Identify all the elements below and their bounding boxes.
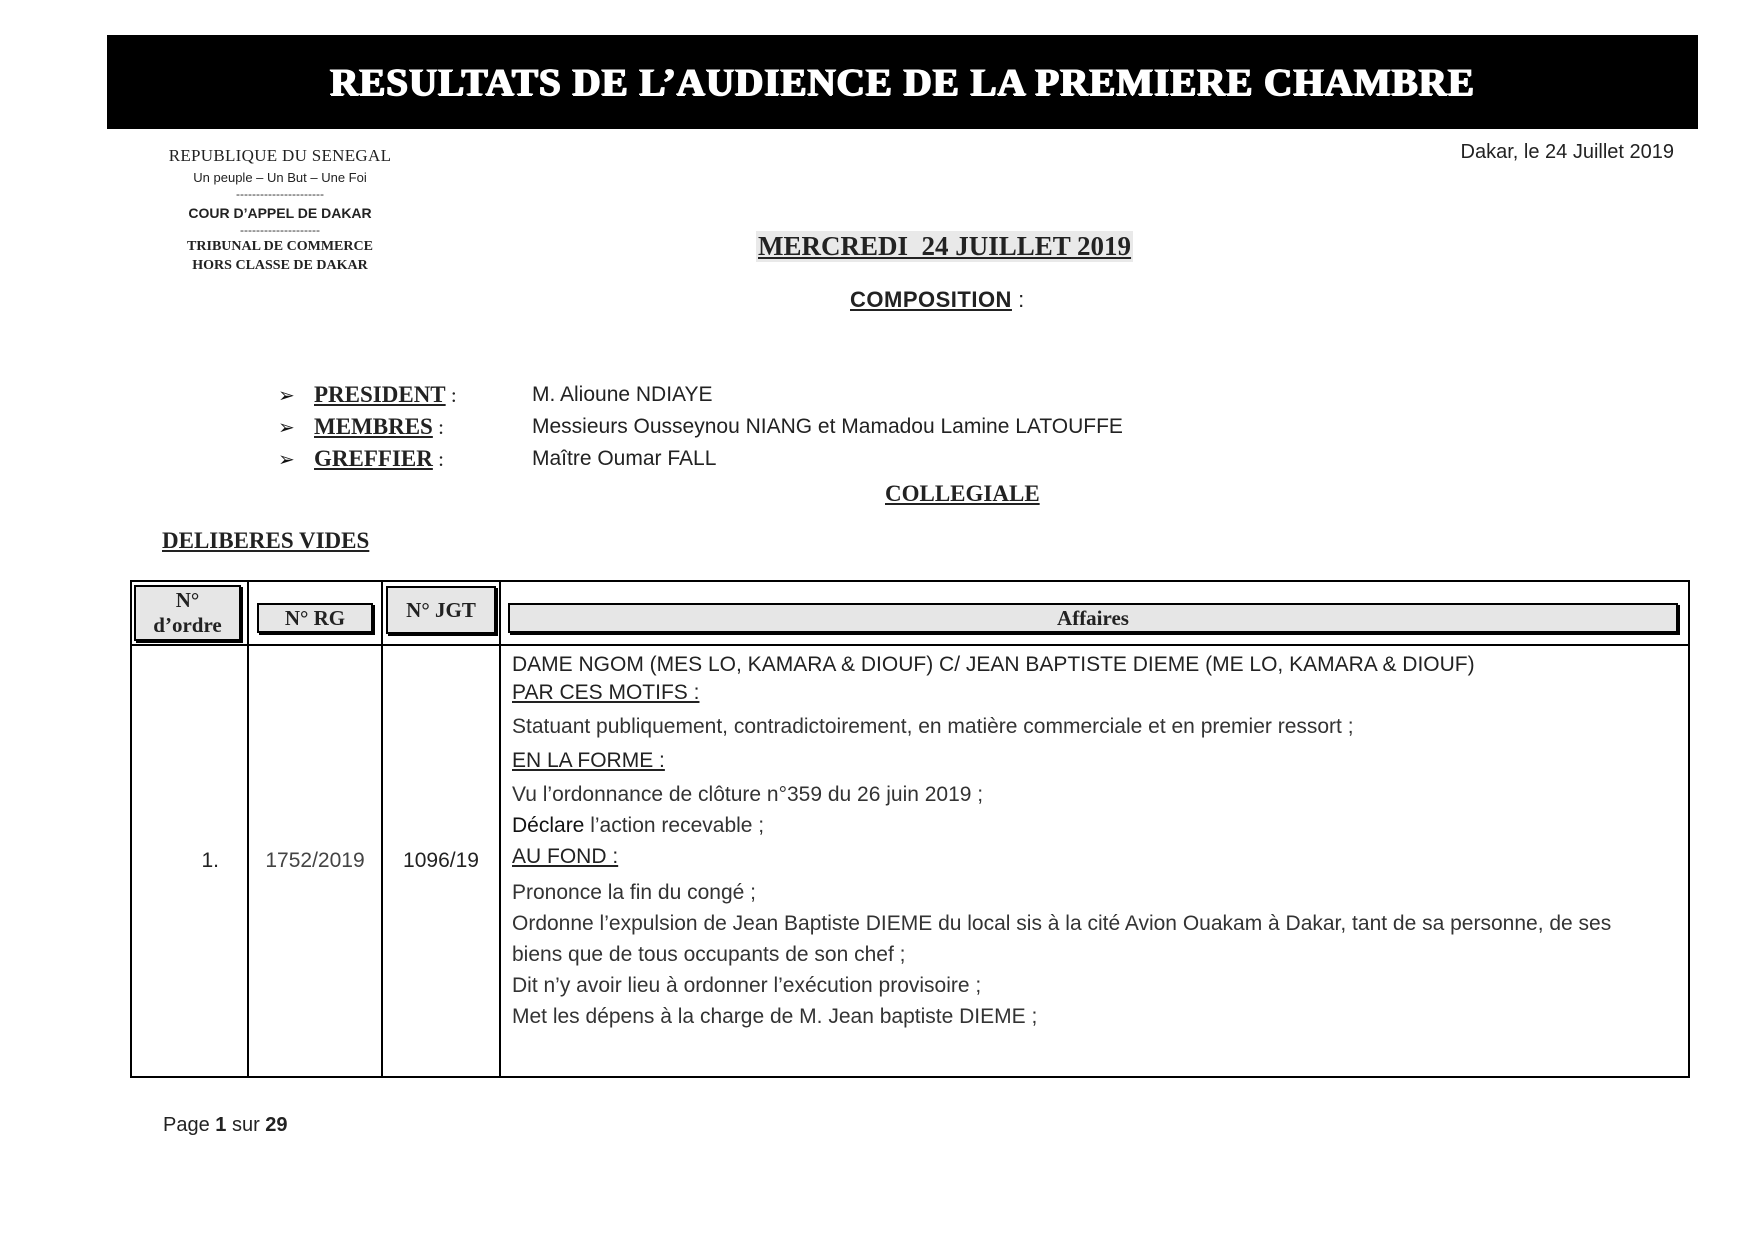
decision-line: Ordonne l’expulsion de Jean Baptiste DIEME du local sis à la cité Avion Ouakam à Dakar, tant de sa personne, de ses (512, 912, 1612, 935)
fond-heading: AU FOND : (512, 845, 619, 868)
section-title: DELIBERES VIDES (162, 528, 370, 553)
header-jgt (382, 581, 500, 645)
composition-person: M. Alioune NDIAYE (532, 383, 713, 406)
letterhead-motto: Un peuple – Un But – Une Foi (193, 170, 367, 185)
page-current: 1 (215, 1114, 227, 1136)
date-line: Dakar, le 24 Juillet 2019 (1460, 141, 1674, 163)
composition-person: Maître Oumar FALL (532, 447, 717, 470)
composition-role: PRESIDENT : (314, 382, 457, 407)
hearing-date: MERCREDI 24 JUILLET 2019 (758, 231, 1132, 261)
declare-text (512, 810, 1678, 841)
header-jgt-label: N° JGT (386, 586, 496, 634)
header-rg (248, 581, 382, 645)
header-ordre-line2: d’ordre (153, 613, 222, 637)
letterhead-separator: -------------------- (240, 223, 320, 237)
composition-row-president (278, 380, 713, 410)
header-ordre (131, 581, 248, 645)
decision-line: Met les dépens à la charge de M. Jean baptiste DIEME ; (512, 1005, 1038, 1028)
decision-line: Dit n’y avoir lieu à ordonner l’exécution provisoire ; (512, 974, 982, 997)
decision-line: biens que de tous occupants de son chef ; (512, 943, 906, 966)
composition-heading (850, 287, 1024, 313)
composition-row-membres (278, 412, 1123, 442)
header-rg-label: N° RG (257, 603, 373, 633)
page-word: Page (163, 1114, 216, 1136)
composition-role: MEMBRES : (314, 414, 444, 439)
header-affaires-label: Affaires (508, 603, 1678, 633)
results-table (130, 580, 1690, 1078)
cell-affaires (500, 645, 1689, 1077)
collegiale-heading: COLLEGIALE (885, 481, 1040, 506)
composition-person: Messieurs Ousseynou NIANG et Mamadou Lamine LATOUFFE (532, 415, 1123, 438)
header-ordre-line1: N° (175, 588, 200, 612)
letterhead-tribunal: TRIBUNAL DE COMMERCE (187, 239, 373, 254)
table-row (131, 645, 1689, 1077)
letterhead (120, 146, 440, 275)
page-footer (163, 1114, 288, 1137)
arrow-bullet-icon: ➢ (278, 448, 295, 471)
vu-text: Vu l’ordonnance de clôture n°359 du 26 juin 2019 ; (512, 783, 984, 806)
composition-role: GREFFIER : (314, 446, 444, 471)
header-banner (107, 35, 1698, 129)
arrow-bullet-icon: ➢ (278, 384, 295, 407)
declare-rest: l’action recevable ; (584, 814, 765, 837)
composition-label: COMPOSITION (850, 287, 1012, 312)
letterhead-separator: ---------------------- (236, 187, 324, 201)
declare-word: Déclare (512, 814, 585, 837)
letterhead-republic: REPUBLIQUE DU SENEGAL (168, 146, 392, 165)
composition-row-greffier (278, 444, 716, 474)
composition-suffix: : (1011, 287, 1025, 312)
header-affaires (500, 581, 1689, 645)
page-total: 29 (265, 1114, 288, 1136)
letterhead-tribunal-class: HORS CLASSE DE DAKAR (192, 258, 368, 273)
decision-line: Prononce la fin du congé ; (512, 881, 757, 904)
arrow-bullet-icon: ➢ (278, 416, 295, 439)
forme-heading: EN LA FORME : (512, 749, 665, 772)
page-of-word: sur (226, 1114, 266, 1136)
motifs-heading: PAR CES MOTIFS : (512, 681, 700, 704)
decisions-list (512, 877, 1678, 1032)
cell-rg: 1752/2019 (248, 645, 382, 1077)
document-title: RESULTATS DE L’AUDIENCE DE LA PREMIERE CHAMBRE (330, 60, 1475, 104)
case-parties: DAME NGOM (MES LO, KAMARA & DIOUF) C/ JEAN BAPTISTE DIEME (ME LO, KAMARA & DIOUF) (512, 653, 1475, 676)
letterhead-court: COUR D’APPEL DE DAKAR (188, 205, 372, 221)
cell-jgt: 1096/19 (382, 645, 500, 1077)
cell-ordre: 1. (131, 645, 248, 1077)
table-header-row (131, 581, 1689, 645)
statuant-text: Statuant publiquement, contradictoirement, en matière commerciale et en premier ressort ; (512, 715, 1354, 738)
